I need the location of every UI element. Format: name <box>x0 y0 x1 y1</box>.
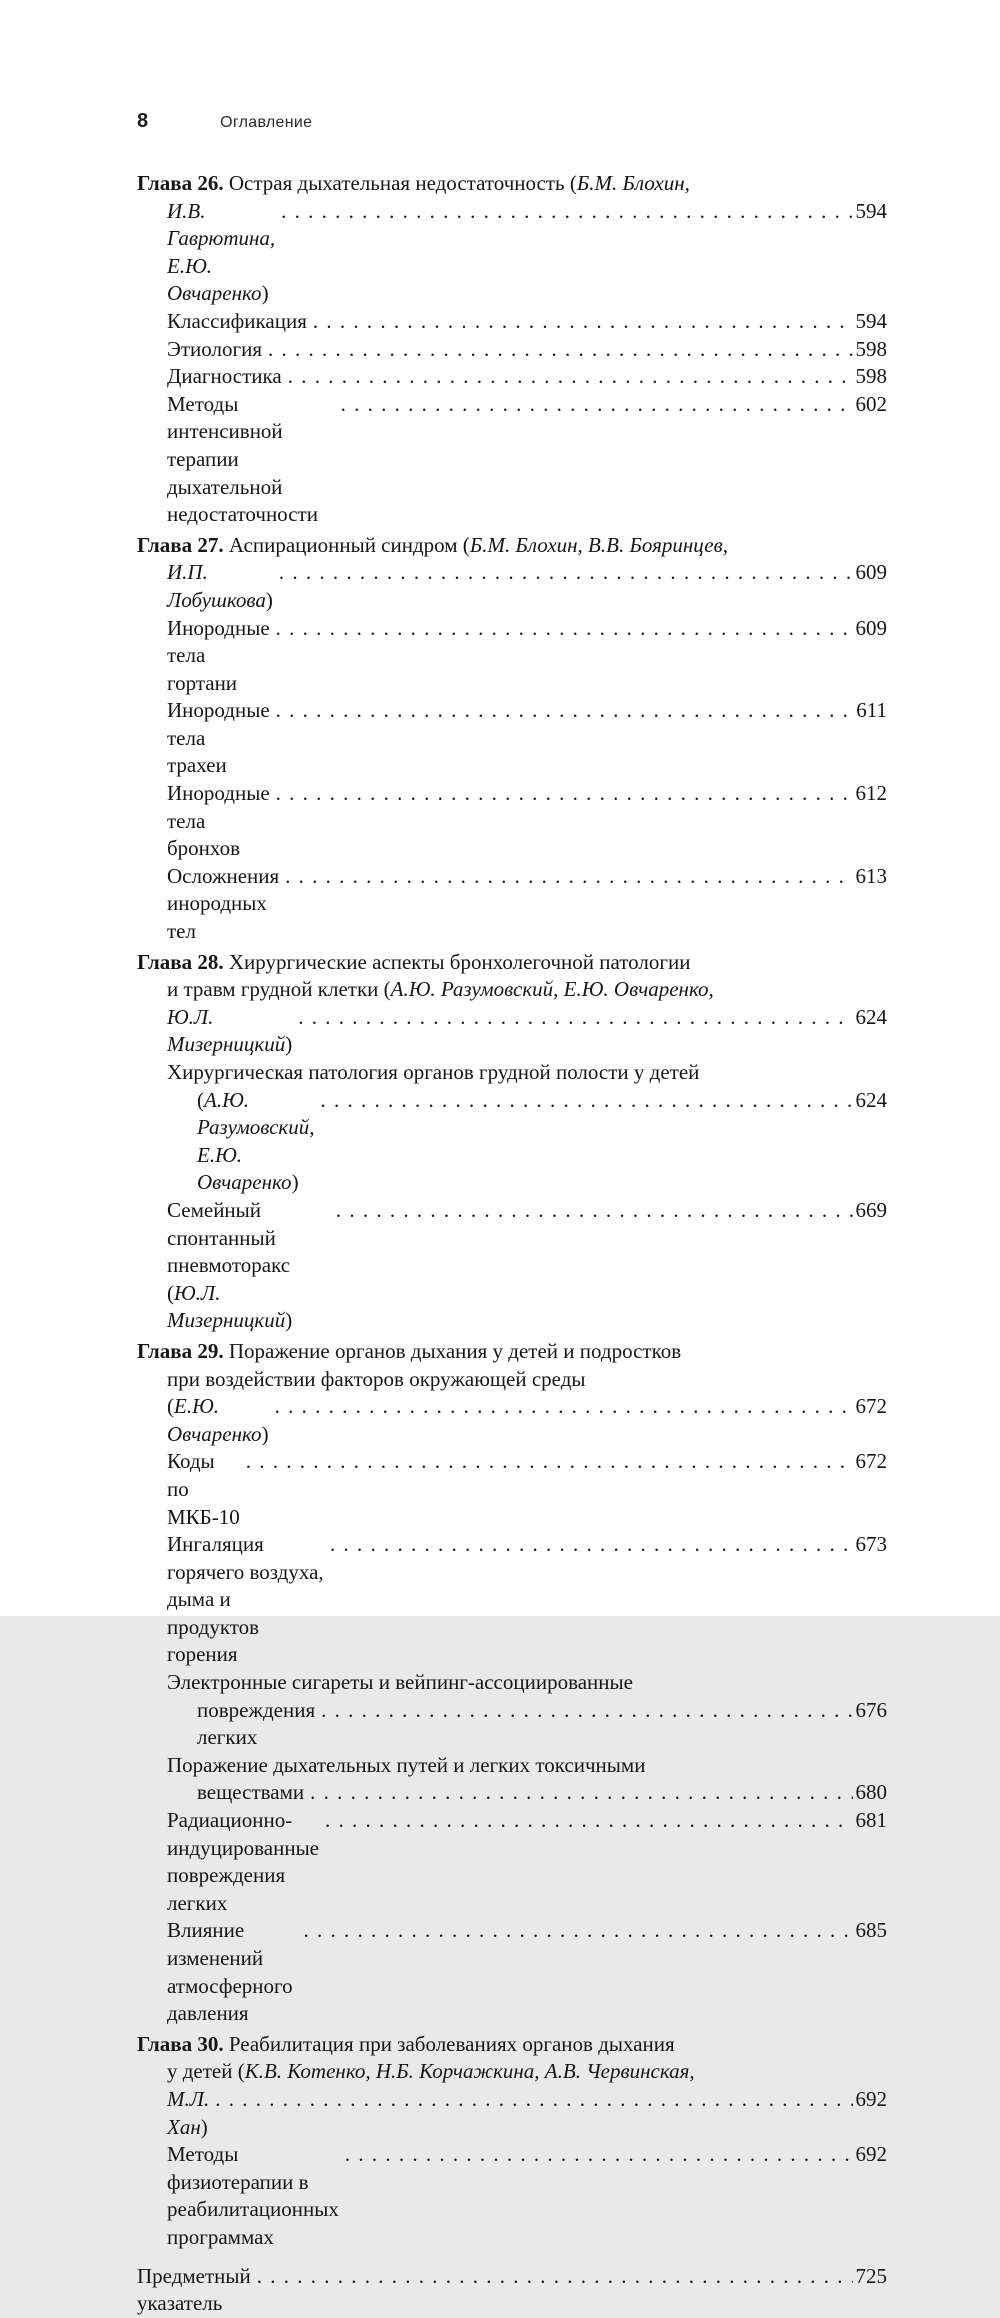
toc-entry-segment: Реабилитация при заболеваниях органов дыхания <box>223 2031 675 2056</box>
toc-entry-segment: К.В. Котенко, Н.Б. Корчажкина, А.В. Червинская, <box>244 2059 695 2084</box>
toc-line <box>137 1366 887 1394</box>
toc-entry-segment: ) <box>261 281 269 306</box>
page-number: 681 <box>855 1808 887 1833</box>
toc-chapter-line <box>137 949 887 977</box>
toc-entry-segment: Ю.Л. Мизерницкий <box>167 1004 286 1057</box>
toc-entry-segment: Методы интенсивной терапии дыхательной недостаточности <box>167 391 318 527</box>
toc-entry-segment: Осложнения инородных тел <box>167 863 280 944</box>
leader-dots <box>303 1917 852 1945</box>
toc-entry-segment: ( <box>167 1394 174 1419</box>
page-number: 685 <box>855 1918 887 1943</box>
toc-entry-segment: Е.Ю. Овчаренко <box>167 1394 262 1446</box>
page-number: 598 <box>855 336 887 361</box>
toc-entry-text <box>137 170 690 198</box>
leader-dots <box>276 615 853 643</box>
leader-dots <box>246 1448 853 1476</box>
toc-line <box>137 1531 887 1669</box>
page-number: 611 <box>856 698 887 723</box>
toc-line <box>137 615 887 698</box>
page-number: 609 <box>855 615 887 640</box>
page-number: 624 <box>855 1087 887 1112</box>
toc-entry-text <box>167 363 282 391</box>
toc-entry-text <box>167 1393 269 1448</box>
page-number: 612 <box>855 781 887 806</box>
toc-line <box>137 1393 887 1448</box>
toc-line <box>137 1807 887 1917</box>
toc-entry-segment: Хирургическая патология органов грудной полости у детей <box>167 1060 700 1084</box>
page-number: 613 <box>855 863 887 888</box>
folio-page-number: 8 <box>137 110 149 132</box>
leader-dots <box>336 1197 853 1225</box>
toc-entry-segment: И.П. Лобушкова <box>167 560 266 612</box>
leader-dots <box>345 2141 853 2169</box>
toc-line <box>137 1779 887 1807</box>
toc-entry-text <box>167 615 270 698</box>
page-number: 594 <box>855 308 887 333</box>
toc-entry-text <box>167 1366 586 1394</box>
leader-dots <box>279 559 853 587</box>
toc-line <box>137 308 887 336</box>
toc-entry-segment: ) <box>285 1032 293 1057</box>
toc-entry-segment: ) <box>285 1308 293 1333</box>
toc-entry-text <box>167 559 273 614</box>
toc-entry-segment: ) <box>265 587 273 612</box>
toc-entry-text <box>167 308 307 336</box>
toc-entry-segment: А.Ю. Разумовский, Е.Ю. Овчаренко, <box>390 977 714 1002</box>
toc-entry-segment: Глава 26. <box>137 171 224 195</box>
leader-dots <box>321 1087 853 1115</box>
toc-entry-text <box>167 976 714 1004</box>
toc-entry-text <box>167 780 270 863</box>
page-number: 624 <box>855 1004 887 1029</box>
leader-dots <box>288 363 853 391</box>
toc-entry-text <box>167 336 262 364</box>
toc-line <box>137 863 887 946</box>
toc-line <box>137 1697 887 1752</box>
page-number: 680 <box>855 1780 887 1805</box>
page-number: 725 <box>855 2263 887 2288</box>
toc-entry-segment: Классификация <box>167 308 307 333</box>
toc-entry-text <box>167 198 275 308</box>
toc-entry-segment: Инородные тела бронхов <box>167 781 270 861</box>
toc-line <box>137 1197 887 1335</box>
toc-line <box>137 363 887 391</box>
leader-dots <box>281 198 852 226</box>
toc-entry-segment: Семейный спонтанный пневмоторакс ( <box>167 1197 291 1305</box>
page-number: 669 <box>855 1197 887 1222</box>
toc-entry-segment: ) <box>261 1421 269 1446</box>
toc-entry-segment: Методы физиотерапии в реабилитационных программах <box>167 2142 339 2249</box>
toc-line <box>137 1004 887 1059</box>
toc-entry-segment: Глава 29. <box>137 1338 224 1363</box>
toc-entry-segment: Хирургические аспекты бронхолегочной патологии <box>223 949 691 974</box>
toc-entry-text <box>137 949 690 977</box>
toc-entry-segment: повреждения легких <box>197 1697 316 1750</box>
toc-entry-text <box>137 2263 251 2318</box>
leader-dots <box>325 1807 853 1835</box>
page-number: 692 <box>855 2086 887 2111</box>
toc-list <box>137 167 887 2318</box>
leader-dots <box>341 391 853 419</box>
toc-entry-text <box>137 2031 675 2059</box>
leader-dots <box>276 697 854 725</box>
toc-entry-segment: Предметный указатель <box>137 2263 251 2316</box>
leader-dots <box>330 1531 853 1559</box>
leader-dots <box>276 780 853 808</box>
page-number: 598 <box>855 364 887 389</box>
toc-line <box>137 1752 887 1780</box>
toc-entry-segment: Острая дыхательная недостаточность ( <box>223 171 577 195</box>
leader-dots <box>275 1393 853 1421</box>
leader-dots <box>268 336 853 364</box>
leader-dots <box>313 308 853 336</box>
toc-line <box>137 1669 887 1697</box>
toc-entry-text <box>167 1669 633 1697</box>
toc-entry-segment: Глава 27. <box>137 532 224 557</box>
toc-entry-text <box>167 1448 240 1531</box>
toc-line <box>137 2058 887 2086</box>
toc-line <box>137 391 887 529</box>
toc-entry-text <box>167 1197 330 1335</box>
toc-line <box>137 1059 887 1087</box>
toc-entry-segment: И.В. Гаврютина, Е.Ю. Овчаренко <box>167 198 276 306</box>
toc-entry-segment: Глава 30. <box>137 2031 224 2056</box>
toc-chapter-line <box>137 1338 887 1366</box>
toc-entry-segment: Б.М. Блохин, <box>576 171 690 195</box>
toc-entry-text <box>167 863 279 946</box>
toc-line <box>137 2141 887 2251</box>
toc-entry-segment: Ингаляция горячего воздуха, дыма и продуктов горения <box>167 1532 324 1667</box>
toc-entry-segment: Влияние изменений атмосферного давления <box>167 1918 293 2026</box>
toc-entry-text <box>167 1917 297 2027</box>
toc-entry-text <box>167 1004 292 1059</box>
toc-entry-segment: ) <box>291 1170 299 1195</box>
toc-entry-segment: М.Л. Хан <box>167 2086 210 2139</box>
toc-entry-text <box>197 1697 315 1752</box>
leader-dots <box>310 1779 852 1807</box>
toc-line <box>137 2263 887 2318</box>
toc-line <box>137 559 887 614</box>
page-number: 672 <box>855 1449 887 1474</box>
toc-line <box>137 2086 887 2141</box>
toc-entry-text <box>167 2058 695 2086</box>
toc-entry-segment: Поражение органов дыхания у детей и подростков <box>223 1338 682 1363</box>
toc-entry-segment: у детей ( <box>167 2059 245 2084</box>
toc-entry-segment: Аспирационный синдром ( <box>223 532 470 557</box>
toc-entry-text <box>137 532 728 560</box>
toc-line <box>137 336 887 364</box>
toc-chapter-line <box>137 170 887 198</box>
toc-entry-segment: Радиационно-индуцированные повреждения легких <box>167 1808 320 1915</box>
toc-entry-text <box>197 1779 304 1807</box>
page-number: 676 <box>855 1697 887 1722</box>
running-head <box>137 110 312 133</box>
leader-dots <box>285 863 852 891</box>
toc-chapter-line <box>137 532 887 560</box>
page-number: 692 <box>855 2142 887 2167</box>
toc-entry-segment: Диагностика <box>167 364 282 389</box>
toc-entry-segment: Коды по МКБ-10 <box>167 1449 240 1529</box>
toc-entry-segment: и травм грудной клетки ( <box>167 977 391 1002</box>
toc-entry-text <box>167 2141 339 2251</box>
toc-line <box>137 697 887 780</box>
toc-entry-segment: А.Ю. Разумовский, Е.Ю. Овчаренко <box>197 1087 315 1195</box>
leader-dots <box>321 1697 852 1725</box>
toc-line <box>137 1917 887 2027</box>
leader-dots <box>257 2263 853 2291</box>
toc-chapter-line <box>137 2031 887 2059</box>
page-number: 672 <box>855 1394 887 1419</box>
toc-entry-text <box>167 391 335 529</box>
toc-entry-text <box>167 1531 324 1669</box>
toc-entry-text <box>167 1752 645 1780</box>
toc-entry-text <box>167 1807 319 1917</box>
leader-dots <box>298 1004 852 1032</box>
toc-entry-segment: при воздействии факторов окружающей среды <box>167 1366 586 1391</box>
toc-entry-segment: Этиология <box>167 336 262 361</box>
toc-line <box>137 1087 887 1197</box>
toc-entry-segment: Глава 28. <box>137 949 224 974</box>
toc-entry-segment: веществами <box>197 1780 305 1805</box>
page-number: 602 <box>855 391 887 416</box>
toc-entry-text <box>197 1087 315 1197</box>
toc-entry-segment: Б.М. Блохин, В.В. Бояринцев, <box>469 532 728 557</box>
running-head-title: Оглавление <box>220 114 313 131</box>
toc-line <box>137 780 887 863</box>
toc-entry-text <box>167 2086 209 2141</box>
page-number: 609 <box>855 560 887 585</box>
toc-entry-segment: Инородные тела гортани <box>167 615 270 695</box>
toc-entry-segment: Ю.Л. Мизерницкий <box>167 1280 286 1333</box>
toc-line <box>137 976 887 1004</box>
toc-entry-segment: ) <box>200 2114 208 2139</box>
toc-entry-text <box>137 1338 681 1366</box>
toc-entry-segment: Поражение дыхательных путей и легких токсичными <box>167 1752 646 1777</box>
toc-entry-text <box>167 697 270 780</box>
leader-dots <box>215 2086 852 2114</box>
toc-entry-segment: Электронные сигареты и вейпинг-ассоциированные <box>167 1670 633 1695</box>
toc-line <box>137 198 887 308</box>
toc-line <box>137 1448 887 1531</box>
toc-entry-text <box>167 1059 699 1087</box>
toc-entry-segment: Инородные тела трахеи <box>167 698 270 778</box>
toc-entry-segment: ( <box>197 1087 204 1112</box>
page-number: 594 <box>855 198 887 223</box>
page-number: 673 <box>855 1532 887 1557</box>
